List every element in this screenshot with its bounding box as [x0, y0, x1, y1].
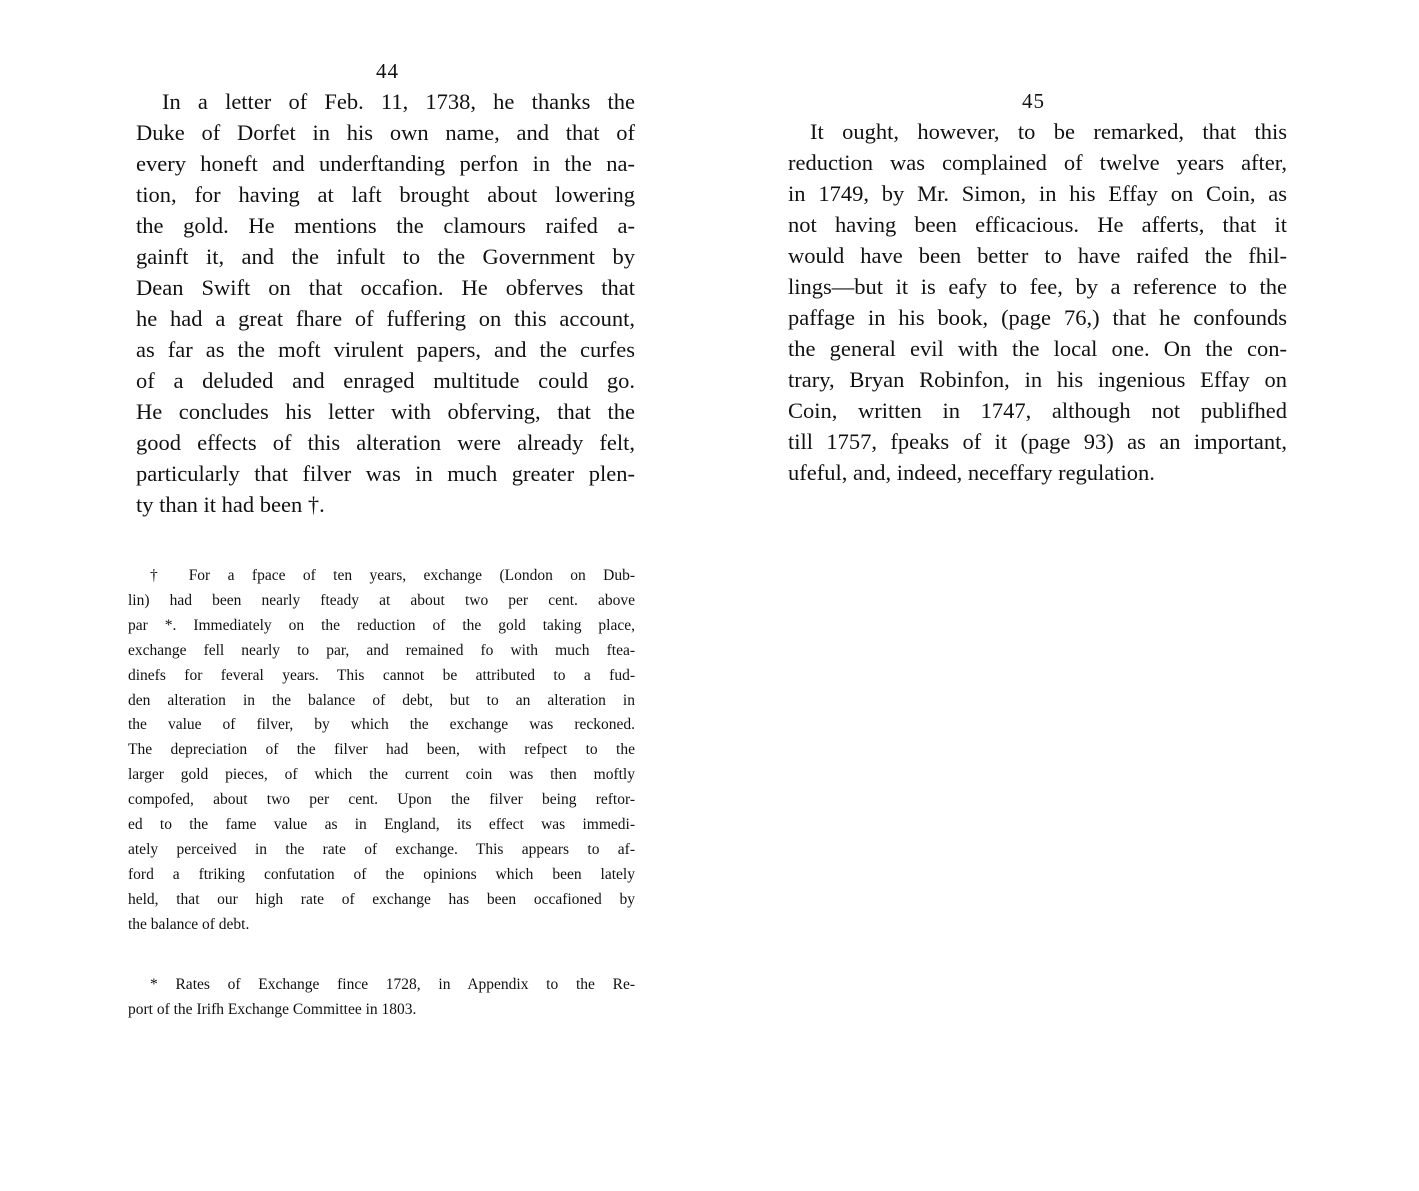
body-line: of a deluded and enraged multitude could go.: [136, 368, 635, 393]
left-body-paragraph: [136, 86, 635, 520]
body-line: particularly that filver was in much greater plen-: [136, 461, 635, 486]
footnote-star: [128, 973, 635, 1023]
footnote-line: larger gold pieces, of which the current coin was then moftly: [128, 766, 635, 784]
body-line: good effects of this alteration were already felt,: [136, 430, 635, 455]
body-line: lings—but it is eafy to fee, by a reference to the: [788, 274, 1287, 299]
footnote-line: held, that our high rate of exchange has been occafioned by: [128, 890, 635, 908]
body-line: Dean Swift on that occafion. He obferves that: [136, 275, 635, 300]
body-line: He concludes his letter with obferving, that the: [136, 399, 635, 424]
footnote-line: exchange fell nearly to par, and remained fo with much fteа-: [128, 641, 635, 659]
footnote-line: lin) had been nearly fteady at about two per cent. above: [128, 591, 635, 609]
footnote-line: ately perceived in the rate of exchange. This appears to af-: [128, 840, 635, 858]
body-line: would have been better to have raifed the fhil-: [788, 243, 1287, 268]
body-line: he had a great fhare of fuffering on this account,: [136, 306, 635, 331]
footnote-line: ed to the fame value as in England, its effect was immedi-: [128, 816, 635, 834]
right-body-paragraph: [788, 116, 1287, 488]
footnote-line: den alteration in the balance of debt, but to an alteration in: [128, 691, 635, 709]
footnote-line: ford a ftriking confutation of the opinions which been lately: [128, 865, 635, 883]
footnote-line: † For a fpace of ten years, exchange (London on Dub-: [150, 567, 635, 584]
body-line: the general evil with the local one. On the con-: [788, 336, 1287, 361]
footnote-line: port of the Irifh Exchange Committee in 1803.: [128, 1000, 417, 1018]
body-line: paffage in his book, (page 76,) that he confounds: [788, 305, 1287, 330]
body-line: the gold. He mentions the clamours raifed a-: [136, 213, 635, 238]
body-line: as far as the moft virulent papers, and the curfes: [136, 337, 635, 362]
footnote-dagger: [128, 564, 635, 938]
footnote-line: the value of filver, by which the exchange was reckoned.: [128, 716, 635, 734]
footnote-line: * Rates of Exchange fince 1728, in Appendix to the Re-: [150, 976, 635, 993]
footnote-line: dinefs for feveral years. This cannot be attributed to a fud-: [128, 666, 635, 684]
footnote-line: the balance of debt.: [128, 915, 250, 933]
body-line: In a letter of Feb. 11, 1738, he thanks the: [162, 89, 635, 114]
footnote-line: compofed, about two per cent. Upon the filver being reftor-: [128, 791, 635, 809]
body-line: tion, for having at laft brought about lowering: [136, 182, 635, 207]
page-number-left: 44: [376, 59, 399, 83]
body-line: Coin, written in 1747, although not publifhed: [788, 398, 1287, 423]
body-line: ufeful, and, indeed, neceffary regulation.: [788, 460, 1155, 485]
body-line: Duke of Dorfet in his own name, and that of: [136, 120, 635, 145]
body-line: gainft it, and the infult to the Government by: [136, 244, 635, 269]
body-line: not having been efficacious. He afferts, that it: [788, 212, 1287, 237]
body-line: It ought, however, to be remarked, that this: [810, 119, 1287, 144]
body-line: trary, Bryan Robinfon, in his ingenious Effay on: [788, 367, 1287, 392]
body-line: ty than it had been †.: [136, 492, 325, 517]
body-line: till 1757, fpeaks of it (page 93) as an important,: [788, 429, 1287, 454]
page-number-right: 45: [1022, 89, 1045, 113]
footnote-line: par *. Immediately on the reduction of the gold taking place,: [128, 616, 635, 634]
footnote-line: The depreciation of the filver had been, with refpect to the: [128, 741, 635, 759]
body-line: every honeft and underftanding perfon in the na-: [136, 151, 635, 176]
body-line: in 1749, by Mr. Simon, in his Effay on Coin, as: [788, 181, 1287, 206]
body-line: reduction was complained of twelve years after,: [788, 150, 1287, 175]
